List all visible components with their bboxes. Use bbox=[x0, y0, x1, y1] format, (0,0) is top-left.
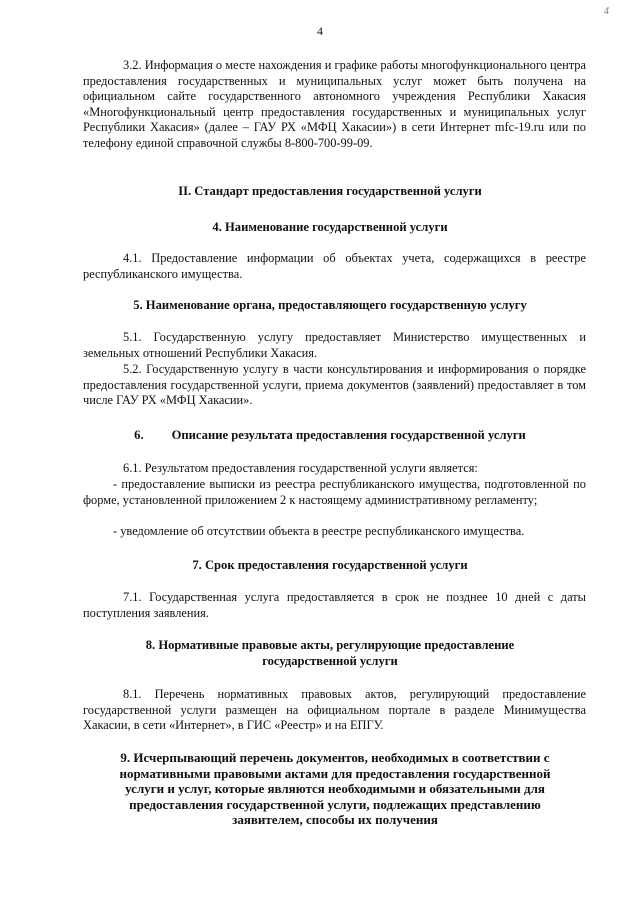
paragraph-5-2: 5.2. Государственную услугу в части консультирования и информирования о порядке предоставления государственной услуги, приема документов (заявлений) предоставляет в том числе ГАУ РХ «МФЦ Хакасии». bbox=[83, 362, 586, 408]
heading-9: 9. Исчерпывающий перечень документов, необходимых в соответствии с нормативными правовыми актами для предоставления государственной услуги и услуг, которые являются необходимыми и обязательными для предоставления государственной услуги, подлежащих представлению заявителем, способы их получения bbox=[119, 750, 551, 828]
heading-6-number: 6. bbox=[134, 428, 144, 442]
list-item: - уведомление об отсутствии объекта в реестре республиканского имущества. bbox=[113, 524, 525, 538]
paragraph-5-1: 5.1. Государственную услугу предоставляет Министерство имущественных и земельных отношений Республики Хакасия. bbox=[83, 330, 586, 360]
section-2-title: II. Стандарт предоставления государственной услуги bbox=[178, 184, 482, 198]
heading-8-line-2: государственной услуги bbox=[262, 654, 398, 668]
paragraph-6-1: 6.1. Результатом предоставления государственной услуги является: bbox=[123, 461, 478, 475]
heading-8-line-1: 8. Нормативные правовые акты, регулирующие предоставление bbox=[145, 638, 515, 652]
heading-7: 7. Срок предоставления государственной услуги bbox=[192, 558, 468, 572]
heading-4: 4. Наименование государственной услуги bbox=[212, 220, 448, 234]
paragraph-3-2: 3.2. Информация о месте нахождения и графике работы многофункционального центра предоставления государственных и муниципальных услуг может быть получена на официальном сайте государственного автономного учреждения Республики Хакасия «Многофункциональный центр предоставления государственных и муниципальных услуг Республики Хакасия» (далее – ГАУ РХ «МФЦ Хакасии») в сети Интернет mfc-19.ru или по телефону единой справочной службы 8-800-700-99-09. bbox=[83, 58, 586, 150]
page-number: 4 bbox=[317, 24, 323, 38]
paragraph-4-1: 4.1. Предоставление информации об объектах учета, содержащихся в реестре республиканского имущества. bbox=[83, 251, 586, 281]
corner-mark: 4 bbox=[604, 6, 609, 17]
heading-6 bbox=[60, 428, 600, 444]
paragraph-7-1: 7.1. Государственная услуга предоставляется в срок не позднее 10 дней с даты поступления заявления. bbox=[83, 590, 586, 620]
heading-5: 5. Наименование органа, предоставляющего государственную услугу bbox=[133, 298, 527, 312]
heading-6-text: Описание результата предоставления государственной услуги bbox=[171, 428, 526, 442]
list-item: - предоставление выписки из реестра республиканского имущества, подготовленной по форме, установленной приложением 2 к настоящему административному регламенту; bbox=[83, 477, 586, 507]
paragraph-8-1: 8.1. Перечень нормативных правовых актов, регулирующий предоставление государственной услуги размещен на официальном портале в разделе Минимущества Хакасии, в сети «Интернет», в ГИС «Реестр» и на ЕПГУ. bbox=[83, 687, 586, 733]
